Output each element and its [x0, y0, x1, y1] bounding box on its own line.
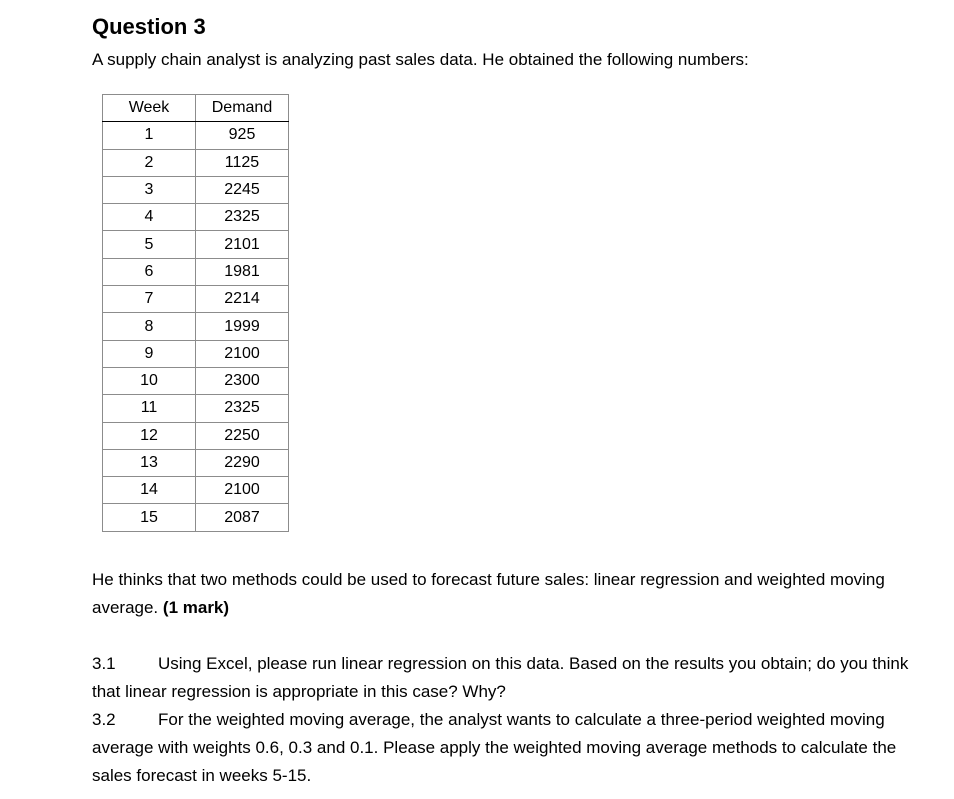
table-row: [103, 449, 289, 476]
week-cell: 5: [103, 231, 196, 258]
table-row: [103, 313, 289, 340]
demand-column-header: Demand: [196, 95, 289, 122]
demand-cell: 1125: [196, 149, 289, 176]
demand-cell: 1981: [196, 258, 289, 285]
table-header-row: [103, 95, 289, 122]
week-cell: 6: [103, 258, 196, 285]
demand-cell: 2087: [196, 504, 289, 531]
demand-cell: 2245: [196, 176, 289, 203]
intro-text: A supply chain analyst is analyzing past sales data. He obtained the following numbers:: [92, 50, 749, 69]
demand-table: [102, 94, 289, 532]
table-row: [103, 231, 289, 258]
methods-text: He thinks that two methods could be used to forecast future sales: linear regression and weighted moving average.: [92, 570, 885, 617]
question-text: Using Excel, please run linear regression on this data. Based on the results you obtain; do you think that linear regression is appropriate in this case? Why?: [92, 654, 909, 701]
question-text: For the weighted moving average, the analyst wants to calculate a three-period weighted moving average with weights 0.6, 0.3 and 0.1. Please apply the weighted moving average methods to calculate the sales forecast in weeks 5-15.: [92, 710, 897, 785]
question-3-1: [92, 650, 937, 706]
demand-cell: 2214: [196, 286, 289, 313]
week-cell: 4: [103, 204, 196, 231]
mark-label: (1 mark): [162, 598, 230, 617]
week-cell: 10: [103, 367, 196, 394]
demand-cell: 2325: [196, 204, 289, 231]
table-row: [103, 149, 289, 176]
table-row: [103, 395, 289, 422]
week-column-header: Week: [103, 95, 196, 122]
demand-cell: 2300: [196, 367, 289, 394]
demand-cell: 2325: [196, 395, 289, 422]
question-number: 3.2: [92, 710, 116, 729]
table-row: [103, 422, 289, 449]
week-cell: 15: [103, 504, 196, 531]
week-cell: 2: [103, 149, 196, 176]
table-row: [103, 340, 289, 367]
week-cell: 8: [103, 313, 196, 340]
table-row: [103, 477, 289, 504]
week-cell: 11: [103, 395, 196, 422]
table-row: [103, 204, 289, 231]
question-number: 3.1: [92, 654, 116, 673]
table-body: [103, 122, 289, 531]
table-row: [103, 286, 289, 313]
methods-paragraph: [92, 566, 937, 622]
table-row: [103, 367, 289, 394]
question-3-2: [92, 706, 937, 790]
demand-cell: 2100: [196, 477, 289, 504]
table-row: [103, 504, 289, 531]
question-heading: Question 3: [92, 14, 206, 39]
table-row: [103, 176, 289, 203]
demand-cell: 2290: [196, 449, 289, 476]
week-cell: 1: [103, 122, 196, 149]
demand-cell: 925: [196, 122, 289, 149]
demand-cell: 1999: [196, 313, 289, 340]
week-cell: 13: [103, 449, 196, 476]
table-row: [103, 122, 289, 149]
week-cell: 14: [103, 477, 196, 504]
week-cell: 3: [103, 176, 196, 203]
demand-cell: 2250: [196, 422, 289, 449]
week-cell: 7: [103, 286, 196, 313]
demand-cell: 2101: [196, 231, 289, 258]
week-cell: 12: [103, 422, 196, 449]
table-row: [103, 258, 289, 285]
week-cell: 9: [103, 340, 196, 367]
demand-cell: 2100: [196, 340, 289, 367]
